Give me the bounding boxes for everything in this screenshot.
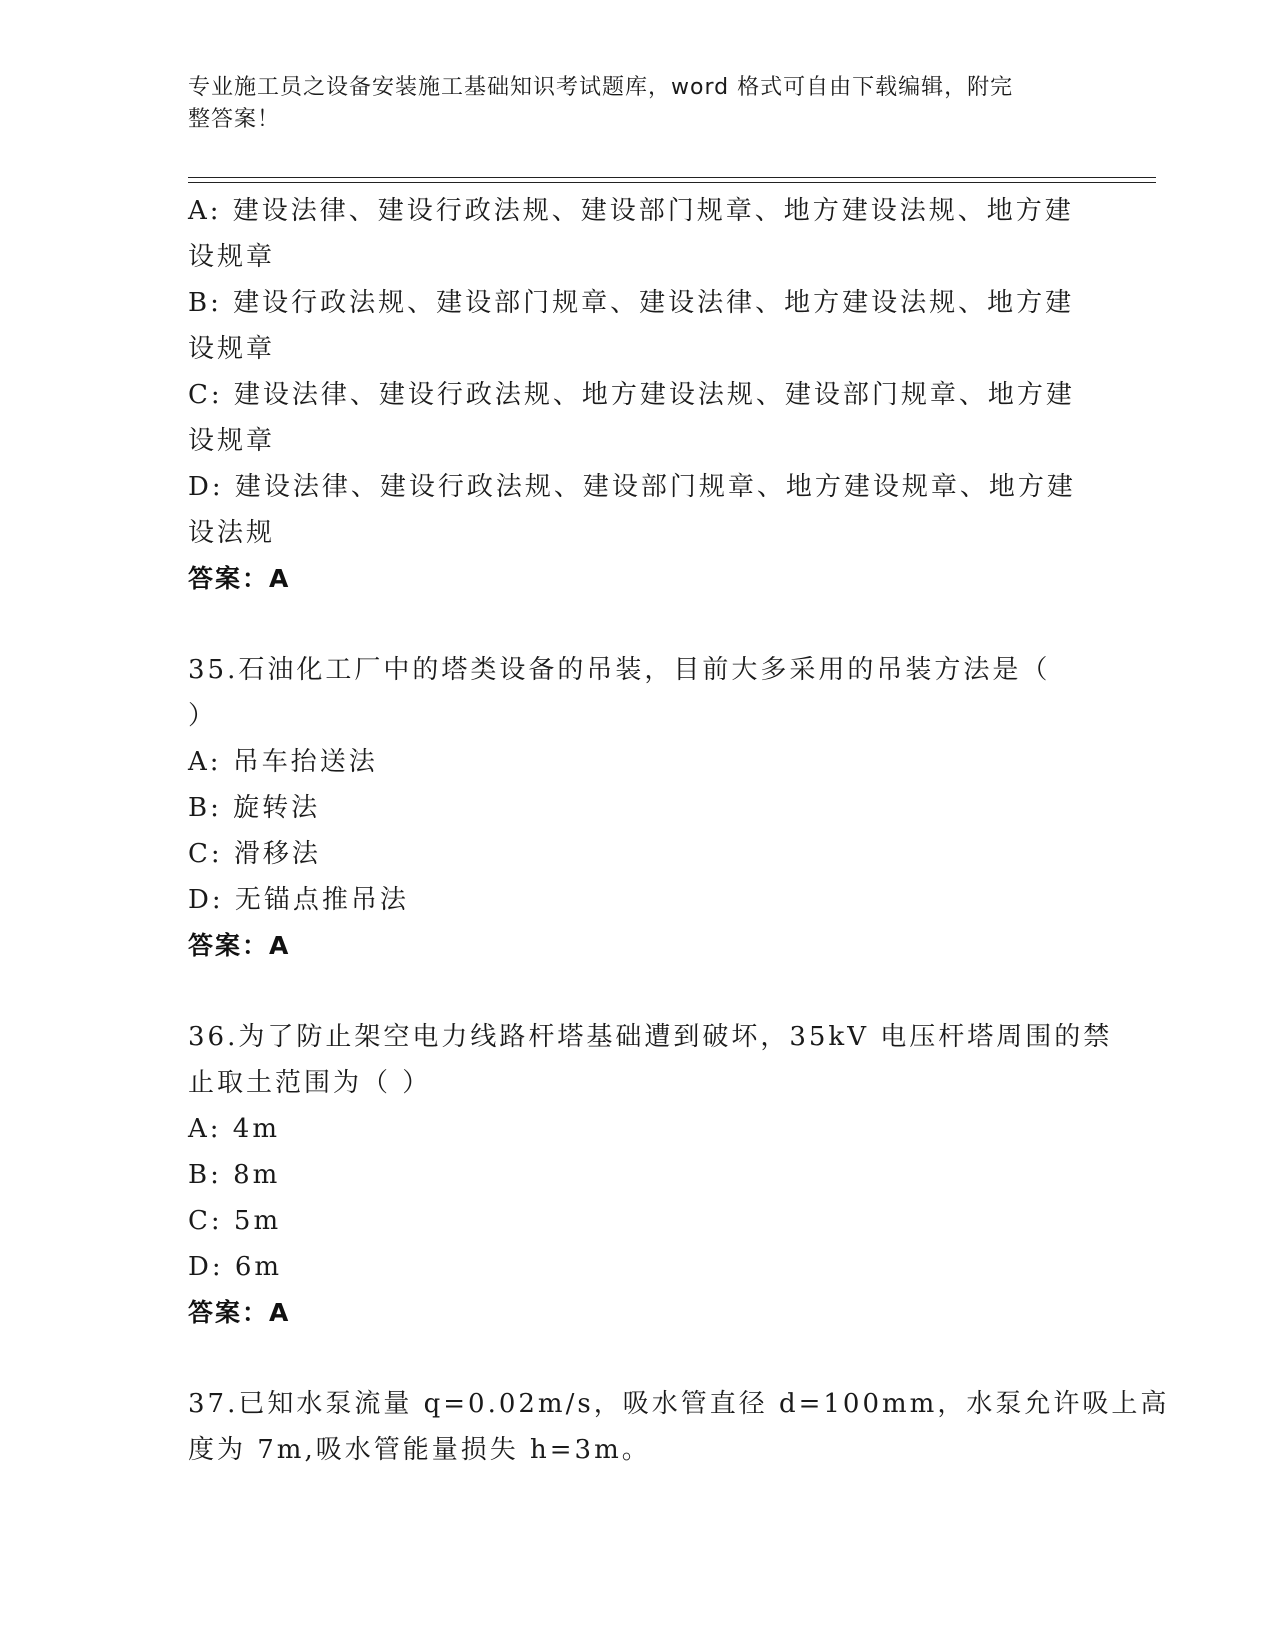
option-a: A: 4m [188,1114,280,1144]
spacer [188,1336,1088,1381]
answer-label: 答案：A [188,564,291,593]
option-a [188,188,1088,280]
option-d: D: 无锚点推吊法 [188,885,409,915]
header-title-line-1: 专业施工员之设备安装施工基础知识考试题库，word 格式可自由下载编辑，附完 [188,75,1014,100]
option-a-line-2: 设规章 [188,242,276,272]
option-b-line-2: 设规章 [188,334,276,364]
option-b: B: 旋转法 [188,793,321,823]
option-d-line-1: D: 建设法律、建设行政法规、建设部门规章、地方建设规章、地方建 [188,472,1076,502]
option-c [188,372,1088,464]
question-37 [188,1381,1170,1473]
option-a: A: 吊车抬送法 [188,747,378,777]
option-b-line-1: B: 建设行政法规、建设部门规章、建设法律、地方建设法规、地方建 [188,288,1075,318]
option-d [188,464,1088,556]
answer-label: 答案：A [188,1298,291,1327]
answer-label: 答案：A [188,931,291,960]
option-c-line-2: 设规章 [188,426,276,456]
header-divider-top [188,177,1156,178]
option-c-line-1: C: 建设法律、建设行政法规、地方建设法规、建设部门规章、地方建 [188,380,1075,410]
option-c: C: 5m [188,1206,282,1236]
question-stem-line-1: 37.已知水泵流量 q=0.02m/s，吸水管直径 d=100mm，水泵允许吸上高 [188,1389,1170,1419]
option-b [188,280,1088,372]
document-header [188,72,1068,136]
option-b: B: 8m [188,1160,281,1190]
option-c: C: 滑移法 [188,839,321,869]
question-stem-line-2: 止取土范围为（ ） [188,1068,432,1098]
option-a-line-1: A: 建设法律、建设行政法规、建设部门规章、地方建设法规、地方建 [188,196,1074,226]
question-stem-line-1: 35.石油化工厂中的塔类设备的吊装，目前大多采用的吊装方法是（ [188,655,1051,685]
spacer [188,602,1088,647]
header-divider-bottom [188,182,1156,183]
spacer [188,969,1088,1014]
option-d-line-2: 设法规 [188,518,276,548]
question-stem-line-2: ） [188,701,218,731]
question-list [188,188,1170,1473]
header-title-line-2: 整答案！ [188,107,281,132]
question-34 [188,188,1088,602]
question-35 [188,647,1088,969]
question-stem-line-2: 度为 7m,吸水管能量损失 h=3m。 [188,1435,651,1465]
option-d: D: 6m [188,1252,283,1282]
question-stem-line-1: 36.为了防止架空电力线路杆塔基础遭到破坏，35kV 电压杆塔周围的禁 [188,1022,1113,1052]
question-36 [188,1014,1113,1336]
